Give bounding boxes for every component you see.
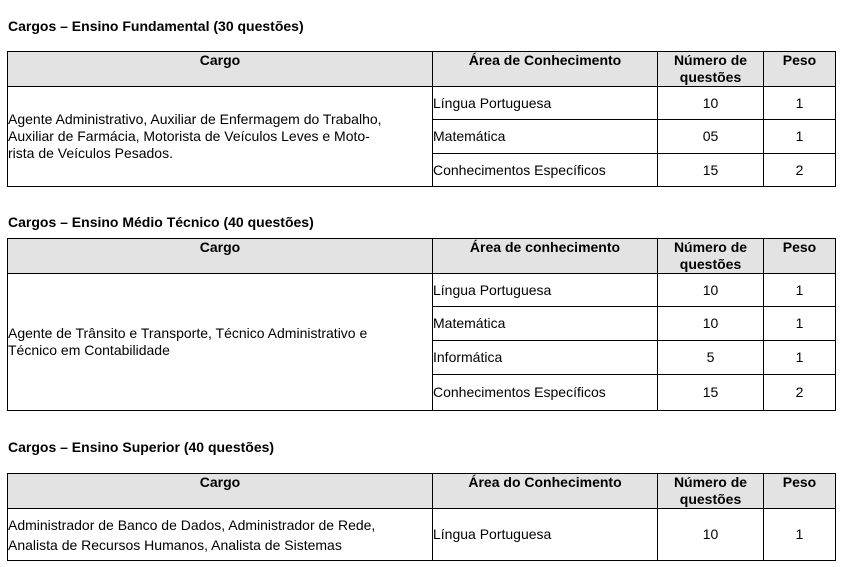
cargo-line: Auxiliar de Farmácia, Motorista de Veículos Leves e Moto- <box>8 128 370 144</box>
peso-cell: 1 <box>764 509 836 561</box>
table-superior <box>7 473 836 561</box>
area-cell: Língua Portuguesa <box>433 509 658 561</box>
header-peso: Peso <box>764 474 836 509</box>
section-title-medio-tecnico: Cargos – Ensino Médio Técnico (40 questões) <box>8 214 314 230</box>
area-cell: Matemática <box>433 307 658 341</box>
header-cargo: Cargo <box>8 52 433 87</box>
cargo-line: Agente Administrativo, Auxiliar de Enfermagem do Trabalho, <box>8 111 382 127</box>
header-numero-line2: questões <box>679 69 742 85</box>
header-cargo: Cargo <box>8 474 433 509</box>
cargo-cell <box>8 509 433 561</box>
header-cargo: Cargo <box>8 239 433 274</box>
table-medio-tecnico <box>7 238 836 411</box>
table-row <box>8 87 836 120</box>
numero-cell: 5 <box>658 341 764 375</box>
section-title-superior: Cargos – Ensino Superior (40 questões) <box>8 439 275 455</box>
numero-cell: 05 <box>658 120 764 154</box>
area-cell: Informática <box>433 341 658 375</box>
area-cell: Língua Portuguesa <box>433 274 658 307</box>
peso-cell: 1 <box>764 307 836 341</box>
table-fundamental <box>7 51 836 187</box>
numero-cell: 10 <box>658 274 764 307</box>
header-area: Área do Conhecimento <box>433 474 658 509</box>
header-numero-line2: questões <box>679 491 742 507</box>
area-cell: Conhecimentos Específicos <box>433 375 658 411</box>
numero-cell: 10 <box>658 87 764 120</box>
header-numero <box>658 474 764 509</box>
peso-cell: 1 <box>764 274 836 307</box>
area-cell: Conhecimentos Específicos <box>433 154 658 187</box>
header-numero-line1: Número de <box>673 239 748 255</box>
header-peso: Peso <box>764 52 836 87</box>
header-numero <box>658 52 764 87</box>
cargo-line: Analista de Recursos Humanos, Analista de Sistemas <box>8 536 342 553</box>
cargo-line: rista de Veículos Pesados. <box>8 145 173 161</box>
table-row <box>8 274 836 307</box>
cargo-line: Técnico em Contabilidade <box>8 342 170 358</box>
cargo-line: Agente de Trânsito e Transporte, Técnico Administrativo e <box>8 325 368 341</box>
area-cell: Língua Portuguesa <box>433 87 658 120</box>
header-numero-line1: Número de <box>673 474 748 490</box>
peso-cell: 1 <box>764 341 836 375</box>
cargo-cell <box>8 87 433 187</box>
table-header-row <box>8 474 836 509</box>
table-header-row <box>8 239 836 274</box>
numero-cell: 10 <box>658 509 764 561</box>
table-header-row <box>8 52 836 87</box>
table-row <box>8 509 836 561</box>
header-area: Área de conhecimento <box>433 239 658 274</box>
cargo-cell <box>8 274 433 411</box>
numero-cell: 15 <box>658 375 764 411</box>
peso-cell: 1 <box>764 87 836 120</box>
peso-cell: 2 <box>764 154 836 187</box>
header-numero-line2: questões <box>679 256 742 272</box>
header-numero <box>658 239 764 274</box>
header-peso: Peso <box>764 239 836 274</box>
peso-cell: 2 <box>764 375 836 411</box>
cargo-line: Administrador de Banco de Dados, Administrador de Rede, <box>8 516 376 533</box>
numero-cell: 15 <box>658 154 764 187</box>
section-title-fundamental: Cargos – Ensino Fundamental (30 questões) <box>8 18 304 34</box>
area-cell: Matemática <box>433 120 658 154</box>
header-numero-line1: Número de <box>673 52 748 68</box>
numero-cell: 10 <box>658 307 764 341</box>
peso-cell: 1 <box>764 120 836 154</box>
header-area: Área de Conhecimento <box>433 52 658 87</box>
